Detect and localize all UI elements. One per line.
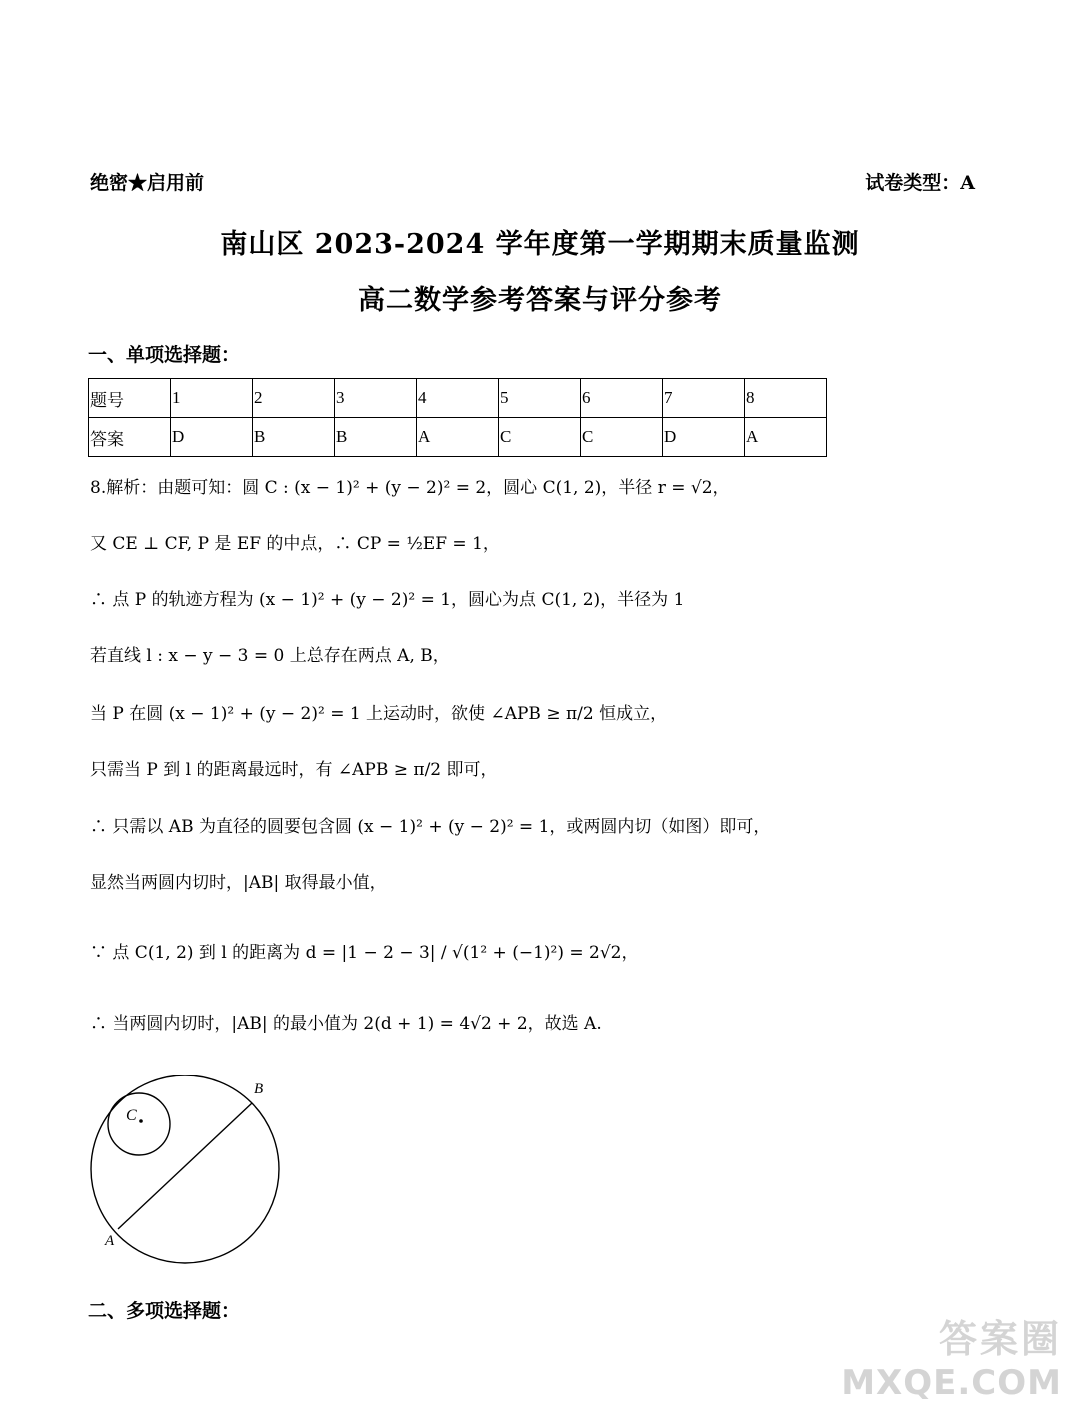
answer-cell: B <box>335 418 417 457</box>
row-label-number: 题号 <box>89 379 171 418</box>
label-c: C <box>126 1107 137 1124</box>
question-number-cell: 6 <box>581 379 663 418</box>
section-heading-multiple-choice: 二、多项选择题： <box>88 1300 241 1322</box>
table-row-answers <box>89 418 827 457</box>
solution-line-9: ∵ 点 C(1, 2) 到 l 的距离为 d = |1 − 2 − 3| / √(1² + (−1)²) = 2√2， <box>90 943 639 963</box>
watermark-url: MXQE.COM <box>841 1363 1062 1403</box>
label-b: B <box>254 1081 264 1097</box>
solution-line-10: ∴ 当两圆内切时，|AB| 的最小值为 2(d + 1) = 4√2 + 2，故选 A. <box>90 1014 602 1034</box>
solution-line-5: 当 P 在圆 (x − 1)² + (y − 2)² = 1 上运动时，欲使 ∠APB ≥ π/2 恒成立， <box>90 704 668 724</box>
row-label-answer: 答案 <box>89 418 171 457</box>
solution-line-2: 又 CE ⊥ CF, P 是 EF 的中点，∴ CP = ½EF = 1， <box>90 534 500 554</box>
answer-cell: A <box>417 418 499 457</box>
question-number-cell: 4 <box>417 379 499 418</box>
solution-line-8: 显然当两圆内切时，|AB| 取得最小值， <box>90 873 387 893</box>
answer-cell: D <box>663 418 745 457</box>
answer-cell: D <box>171 418 253 457</box>
diameter-ab <box>118 1103 252 1229</box>
solution-line-4: 若直线 l : x − y − 3 = 0 上总存在两点 A, B， <box>90 646 450 666</box>
center-point-c <box>139 1119 143 1123</box>
circle-figure <box>80 1075 295 1265</box>
question-number-cell: 7 <box>663 379 745 418</box>
solution-line-3: ∴ 点 P 的轨迹方程为 (x − 1)² + (y − 2)² = 1，圆心为点 C(1, 2)，半径为 1 <box>90 590 685 610</box>
answer-table <box>88 378 827 457</box>
document-subtitle: 高二数学参考答案与评分参考 <box>358 285 722 316</box>
question-number-cell: 5 <box>499 379 581 418</box>
label-a: A <box>105 1233 115 1249</box>
question-number-cell: 3 <box>335 379 417 418</box>
exam-title: 南山区 2023-2024 学年度第一学期期末质量监测 <box>220 229 860 260</box>
table-row-numbers <box>89 379 827 418</box>
confidential-label: 绝密★启用前 <box>90 172 205 194</box>
question-number-cell: 1 <box>171 379 253 418</box>
watermark-text: 答案圈 <box>938 1317 1062 1361</box>
answer-cell: B <box>253 418 335 457</box>
paper-type-label: 试卷类型：A <box>865 172 975 194</box>
section-heading-single-choice: 一、单项选择题： <box>88 344 241 366</box>
question-number-cell: 8 <box>745 379 827 418</box>
answer-cell: C <box>581 418 663 457</box>
solution-line-6: 只需当 P 到 l 的距离最远时，有 ∠APB ≥ π/2 即可， <box>90 760 498 780</box>
answer-cell: A <box>745 418 827 457</box>
small-circle <box>108 1093 170 1155</box>
solution-line-1: 8.解析：由题可知：圆 C : (x − 1)² + (y − 2)² = 2，圆心 C(1, 2)，半径 r = √2， <box>90 478 730 498</box>
watermark <box>841 1308 1062 1403</box>
solution-line-7: ∴ 只需以 AB 为直径的圆要包含圆 (x − 1)² + (y − 2)² = 1，或两圆内切（如图）即可， <box>90 817 771 837</box>
question-number-cell: 2 <box>253 379 335 418</box>
answer-cell: C <box>499 418 581 457</box>
